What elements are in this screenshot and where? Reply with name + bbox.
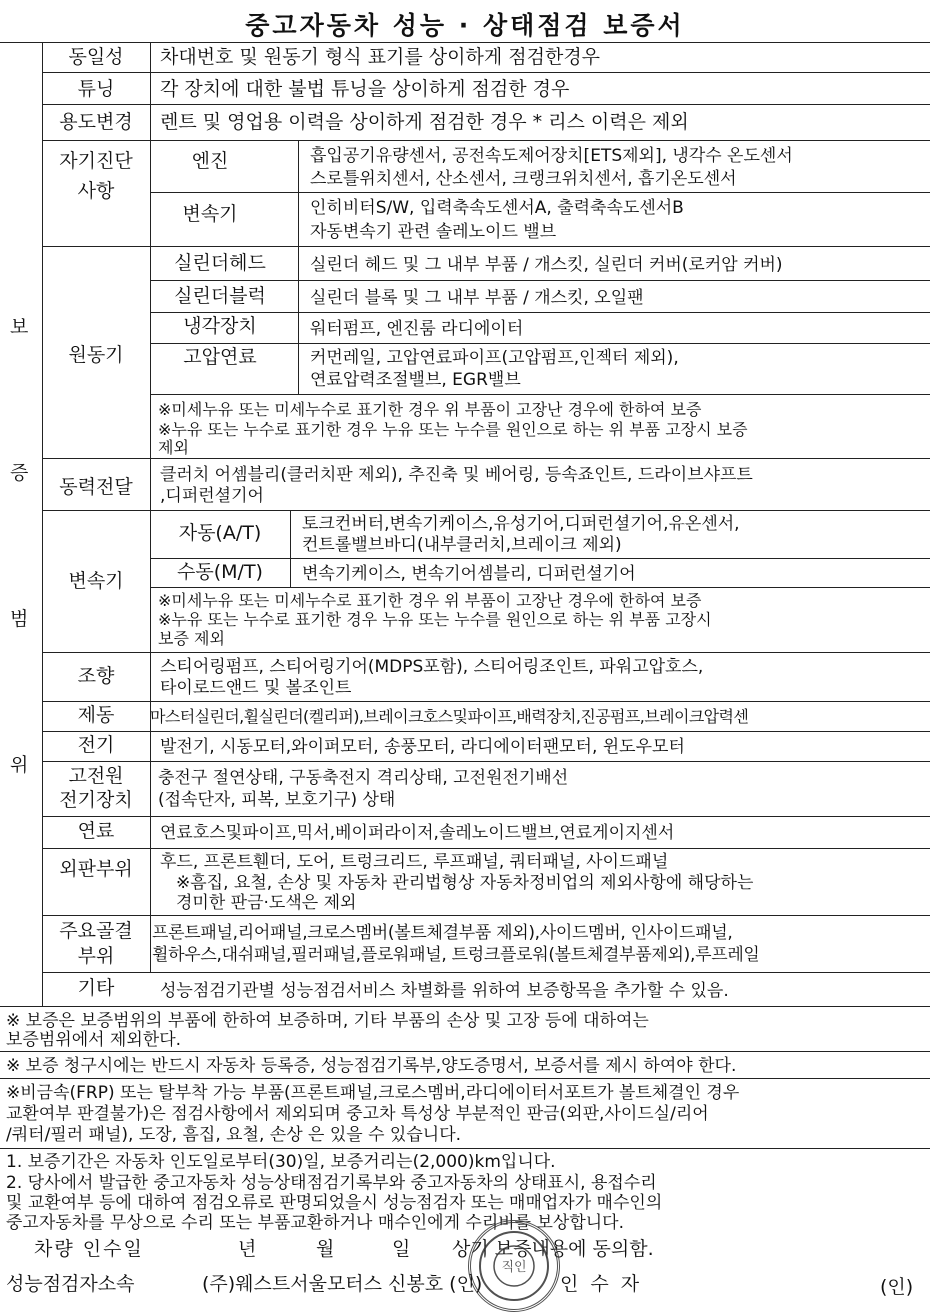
row-desc-power: 클러치 어셈블리(클러치판 제외), 추진축 및 베어링, 등속죠인트, 드라이브샤프트: [160, 465, 753, 485]
note-nonmetal: 교환여부 판결불가)은 점검사항에서 제외되며 중고차 특성상 부분적인 판금(외판,사이드실/리어: [6, 1104, 709, 1124]
note-coverage: 보증범위에서 제외한다.: [6, 1030, 182, 1050]
row-divider: [150, 192, 930, 193]
trans-note: ※누유 또는 누수로 표기한 경우 누유 또는 누수를 원인으로 하는 위 부품 고장시: [158, 610, 712, 629]
row-desc-steering: 타이로드앤드 및 볼조인트: [160, 678, 352, 698]
note-coverage: ※ 보증은 보증범위의 부품에 한하여 보증하며, 기타 부품의 손상 및 고장 등에 대하여는: [6, 1011, 649, 1031]
row-label-steering: 조향: [77, 665, 115, 687]
official-seal-stamp: [468, 1220, 560, 1312]
row-label-frame: 주요골결: [59, 920, 133, 942]
row-label-fuel: 연료: [77, 820, 115, 842]
row-label-selfdiag: 자기진단: [59, 150, 133, 172]
notes-divider: [0, 1148, 930, 1149]
table-bottom-border: [0, 1006, 930, 1007]
row-label-selfdiag: 사항: [77, 180, 115, 202]
row-label-tuning: 튜닝: [77, 78, 115, 100]
sub-label-engine: 엔진: [191, 150, 229, 172]
receive-year: 년: [238, 1238, 257, 1260]
row-divider: [150, 587, 930, 588]
row-divider: [42, 761, 930, 762]
row-desc-brake: 마스터실린더,휠실린더(켈리퍼),브레이크호스및파이프,배력장치,진공펌프,브레이크압력센: [150, 707, 749, 726]
row-divider: [42, 816, 930, 817]
sub-desc-at: 토크컨버터,변속기케이스,유성기어,디퍼런셜기어,유온센서,: [302, 514, 740, 534]
row-divider: [150, 312, 930, 313]
row-divider: [150, 280, 930, 281]
sub-desc-trans: 인히비터S/W, 입력축속도센서A, 출력축속도센서B: [310, 198, 684, 218]
warranty-compensation: 2. 당사에서 발급한 중고자동차 성능상태점검기록부와 중고자동차의 상태표시, 용접수리: [6, 1173, 657, 1193]
row-desc-fuel: 연료호스및파이프,믹서,베이퍼라이저,솔레노이드밸브,연료게이지센서: [160, 823, 675, 843]
row-divider: [150, 558, 930, 559]
sub-desc-engine: 흡입공기유량센서, 공전속도제어장치[ETS제외], 냉각수 온도센서: [310, 146, 793, 166]
row-desc-hv: (접속단자, 피복, 보호기구) 상태: [158, 790, 396, 810]
sub-desc-head: 실린더 헤드 및 그 내부 부품 / 개스킷, 실린더 커버(로커암 커버): [310, 255, 783, 275]
row-desc-frame: 프론트패널,리어패널,크로스멤버(볼트체결부품 제외),사이드멤버, 인사이드패널,: [152, 923, 733, 943]
row-label-identity: 동일성: [68, 46, 124, 68]
row-divider: [150, 343, 930, 344]
row-divider: [150, 394, 930, 395]
sub-desc-mt: 변속기케이스, 변속기어셈블리, 디퍼런셜기어: [302, 564, 636, 584]
warranty-period: 1. 보증기간은 자동차 인도일로부터(30)일, 보증거리는(2,000)km입니다.: [6, 1152, 556, 1172]
sub-desc-block: 실린더 블록 및 그 내부 부품 / 개스킷, 오일팬: [310, 288, 644, 308]
sub-label-at: 자동(A/T): [178, 522, 262, 544]
engine-note: ※누유 또는 누수로 표기한 경우 누유 또는 누수를 원인으로 하는 위 부품 고장시 보증: [158, 420, 748, 439]
row-divider: [42, 731, 930, 732]
engine-note: 제외: [158, 438, 189, 457]
sub-label-block: 실린더블럭: [174, 285, 266, 307]
note-nonmetal: ※비금속(FRP) 또는 탈부착 가능 부품(프론트패널,크로스멤버,라디에이터서포트가 볼트체결인 경우: [6, 1083, 740, 1103]
receive-date-label: 차량 인수일: [34, 1238, 144, 1260]
row-divider: [42, 972, 930, 973]
row-desc-etc: 성능점검기관별 성능점검서비스 차별화를 위하여 보증항목을 추가할 수 있음.: [160, 981, 729, 1001]
row-label-trans: 변속기: [68, 570, 124, 592]
row-divider: [42, 915, 930, 916]
row-desc-steering: 스티어링펌프, 스티어링기어(MDPS포함), 스티어링조인트, 파워고압호스,: [160, 657, 704, 677]
sub-label-fuel: 고압연료: [183, 346, 257, 368]
row-label-hv: 고전원: [68, 765, 124, 787]
row-divider: [42, 510, 930, 511]
row-desc-tuning: 각 장치에 대한 불법 튜닝을 상이하게 점검한 경우: [160, 78, 570, 100]
row-label-power: 동력전달: [59, 476, 133, 498]
row-desc-frame: 휠하우스,대쉬패널,필러패널,플로워패널, 트렁크플로워(볼트체결부품제외),루프레일: [152, 945, 760, 965]
row-desc-exterior: ※흠집, 요철, 손상 및 자동차 관리법형상 자동차정비업의 제외사항에 해당하는: [176, 873, 754, 893]
column-divider: [290, 510, 291, 587]
row-desc-electric: 발전기, 시동모터,와이퍼모터, 송풍모터, 라디에이터팬모터, 윈도우모터: [160, 737, 685, 757]
row-desc-hv: 충전구 절연상태, 구동축전지 격리상태, 고전원전기배선: [158, 768, 569, 788]
row-label-brake: 제동: [77, 704, 115, 726]
trans-note: 보증 제외: [158, 629, 225, 648]
row-divider: [42, 701, 930, 702]
inspector-label: 성능점검자소속: [6, 1273, 135, 1295]
notes-divider: [0, 1051, 930, 1052]
sub-desc-at: 컨트롤밸브바디(내부클러치,브레이크 제외): [302, 535, 622, 555]
stamp-text: 직인: [501, 1260, 527, 1275]
side-label-char: 위: [10, 754, 29, 776]
row-desc-usage: 렌트 및 영업용 이력을 상이하게 점검한 경우 * 리스 이력은 제외: [160, 111, 689, 133]
sub-desc-fuel: 연료압력조절밸브, EGR밸브: [310, 370, 521, 390]
receive-day: 일: [392, 1238, 411, 1260]
row-label-etc: 기타: [77, 977, 115, 999]
row-divider: [42, 848, 930, 849]
sub-label-cooling: 냉각장치: [183, 315, 257, 337]
row-desc-power: ,디퍼런셜기어: [160, 486, 264, 506]
receive-month: 월: [316, 1238, 335, 1260]
note-nonmetal: /쿼터/필러 패널), 도장, 흠집, 요철, 손상 은 있을 수 있습니다.: [6, 1125, 462, 1145]
row-label-usage: 용도변경: [59, 111, 133, 133]
note-claim: ※ 보증 청구시에는 반드시 자동차 등록증, 성능점검기록부,양도증명서, 보증서를 제시 하여야 한다.: [6, 1056, 737, 1076]
row-label-exterior: 외판부위: [59, 858, 133, 880]
row-label-electric: 전기: [77, 734, 115, 756]
row-desc-exterior: 경미한 판금·도색은 제외: [176, 893, 357, 913]
sub-desc-engine: 스로틀위치센서, 산소센서, 크랭크위치센서, 흡기온도센서: [310, 169, 737, 189]
row-divider: [42, 652, 930, 653]
agreement-text: 상기 보증내용에 동의함.: [452, 1238, 654, 1260]
inspector-company: (주)웨스트서울모터스 신봉호 (인): [202, 1273, 483, 1295]
engine-note: ※미세누유 또는 미세누수로 표기한 경우 위 부품이 고장난 경우에 한하여 보증: [158, 400, 702, 419]
notes-divider: [0, 1078, 930, 1079]
trans-note: ※미세누유 또는 미세누수로 표기한 경우 위 부품이 고장난 경우에 한하여 보증: [158, 591, 702, 610]
sub-label-trans: 변속기: [182, 203, 238, 225]
warranty-compensation: 및 교환여부 등에 대하여 점검오류로 판명되었을시 성능점검자 또는 매매업자가 매수인의: [6, 1193, 663, 1213]
row-divider: [42, 72, 930, 73]
column-divider: [298, 140, 299, 394]
sub-desc-trans: 자동변속기 관련 솔레노이드 밸브: [310, 222, 557, 242]
row-label-hv: 전기장치: [59, 789, 133, 811]
side-label-char: 보: [10, 316, 29, 338]
side-label-char: 증: [10, 462, 29, 484]
receiver-seal: (인): [880, 1276, 914, 1298]
side-label-char: 범: [10, 608, 29, 630]
row-label-engine: 원동기: [68, 344, 124, 366]
sub-desc-fuel: 커먼레일, 고압연료파이프(고압펌프,인젝터 제외),: [310, 348, 679, 368]
row-label-frame: 부위: [77, 945, 115, 967]
receiver-label: 인 수 자: [560, 1273, 643, 1295]
sub-label-mt: 수동(M/T): [177, 561, 263, 583]
sub-desc-cooling: 워터펌프, 엔진룸 라디에이터: [310, 319, 524, 339]
warranty-compensation: 중고자동차를 무상으로 수리 또는 부품교환하거나 매수인에게 수리비를 보상합니다.: [6, 1213, 624, 1233]
row-divider: [42, 246, 930, 247]
row-divider: [42, 140, 930, 141]
row-divider: [42, 104, 930, 105]
sub-label-head: 실린더헤드: [174, 252, 266, 274]
page-title: 중고자동차 성능 · 상태점검 보증서: [245, 11, 685, 40]
table-top-border: [0, 42, 930, 43]
column-divider: [150, 42, 151, 972]
row-desc-exterior: 후드, 프론트휀더, 도어, 트렁크리드, 루프패널, 쿼터패널, 사이드패널: [160, 852, 669, 872]
row-desc-identity: 차대번호 및 원동기 형식 표기를 상이하게 점검한경우: [160, 46, 601, 68]
row-divider: [42, 458, 930, 459]
